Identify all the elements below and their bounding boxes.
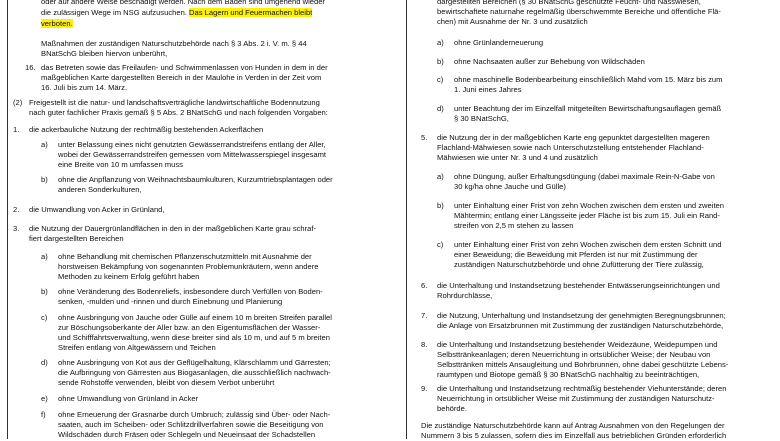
item-3b-line-2: senken, -mulden und -rinnen und durch Einebnung und Planierung: [58, 297, 283, 306]
item-3c-line-4: Streifen entlang von Altgewässern und Teichen: [58, 343, 216, 352]
item-3c-label: c): [41, 313, 48, 322]
item-5-line-1: die Nutzung der in der maßgeblichen Karte eng gepunktet dargestellten mageren: [437, 133, 710, 142]
item-1-text: die ackerbauliche Nutzung der rechtmäßig bestehenden Ackerflächen: [29, 125, 264, 134]
item-5c-line-3: zuständigen Naturschutzbehörde und ohne Zufütterung der Tiere zulässig,: [454, 260, 704, 269]
final-line-1: Die zuständige Naturschutzbehörde kann auf Antrag Ausnahmen von den Regelungen der: [421, 421, 725, 430]
item-9-line-2: Neuerrichtung in ortsüblicher Weise mit Zustimmung der zuständigen Naturschutz-: [437, 394, 715, 403]
top-line-1: dargestellten Bereichen (§ 30 BNatSchG geschützte Feucht- und Nasswiesen,: [437, 0, 701, 6]
item-3e-label: e): [41, 394, 48, 403]
item-6-number: 6.: [421, 281, 428, 290]
massnahmen-line-2: BNatSchG bleiben hiervon unberührt,: [41, 49, 168, 58]
item-5c-line-1: unter Einhaltung einer Frist von zehn Wochen zwischen dem ersten Schnitt und: [454, 240, 722, 249]
item-3a-label: a): [41, 252, 48, 261]
item-4d-label: d): [437, 104, 444, 113]
highlighted-text: Das Lagern und Feuermachen bleibt: [189, 8, 313, 17]
intro-line-1: oder auf andere Weise beschädigt werden. Nach dem Baden sind umgehend wieder: [41, 0, 325, 6]
item-4d-line-2: § 30 BNatSchG,: [454, 114, 509, 123]
paragraph-2-line-1: Freigestellt ist die natur- und landschaftsverträgliche landwirtschaftliche Bodennutzung: [29, 98, 320, 107]
item-5c-label: c): [437, 240, 444, 249]
item-7-line-1: die Nutzung, Unterhaltung und Instandsetzung der genehmigten Beregnungsbrunnen;: [437, 311, 726, 320]
item-5b-line-3: streifen von 2,5 m stehen zu lassen: [454, 221, 574, 230]
item-4c-line-2: 1. Juni eines Jahres: [454, 85, 522, 94]
item-3d-line-3: sende Rohstoffe verwenden, bleibt von diesem Verbot unberührt: [58, 378, 275, 387]
item-3f-line-1: ohne Erneuerung der Grasnarbe durch Umbruch; zulässig sind Über- oder Nach-: [58, 410, 331, 419]
item-3b-label: b): [41, 287, 48, 296]
item-4d-line-1: unter Beachtung der im Einzelfall mitgeteilten Bewirtschaftungsauflagen gemäß: [454, 104, 722, 113]
item-3d-label: d): [41, 358, 48, 367]
item-3f-label: f): [41, 410, 46, 419]
item-9-number: 9.: [421, 384, 428, 393]
item-6-line-2: Rohrdurchlässe,: [437, 291, 493, 300]
item-3e-text: ohne Umwandlung von Grünland in Acker: [58, 394, 199, 403]
item-1b-line-2: anderen Sonderkulturen,: [58, 185, 142, 194]
item-4b-label: b): [437, 57, 444, 66]
item-3a-line-2: horstweisen Bekämpfung von sogenannten Problemunkräutern, wenn andere: [58, 262, 319, 271]
item-8-line-4: raumtypen und Biotope gemäß § 30 BNatSchG nachhaltig zu beeinträchtigen,: [437, 370, 700, 379]
item-1a-line-3: eine Breite von 10 m umfassen muss: [58, 160, 183, 169]
item-9-line-1: die Unterhaltung und Instandsetzung rechtmäßig bestehender Viehunterstände; deren: [437, 384, 727, 393]
item-5c-line-2: einer Beweidung; die Beweidung mit Pferden ist nur mit Zustimmung der: [454, 250, 698, 259]
item-8-line-1: die Unterhaltung und Instandsetzung bestehender Weidezäune, Weidepumpen und: [437, 340, 718, 349]
item-1-number: 1.: [13, 125, 20, 134]
item-5b-line-1: unter Einhaltung einer Frist von zehn Wochen zwischen dem ersten und zweiten: [454, 201, 725, 210]
item-9-line-3: behörde.: [437, 404, 467, 413]
final-line-2: Nummern 3 bis 5 zulassen, sofern dies im Einzelfall aus betrieblichen Gründen erforderlich: [421, 431, 727, 440]
item-1a-label: a): [41, 140, 48, 149]
item-3f-line-2: saaten, auch im Scheiben- oder Schlitzdrillverfahren sowie die Beseitigung von: [58, 420, 324, 429]
item-7-number: 7.: [421, 311, 428, 320]
item-16-line-1: das Betreten sowie das Freilaufen- und Schwimmenlassen von Hunden in dem in der: [41, 63, 328, 72]
paragraph-2-line-2: nach guter fachlicher Praxis gemäß § 5 Abs. 2 BNatSchG und nach folgenden Vorgaben:: [29, 108, 328, 117]
top-line-2: bewirtschaftete naturnahe regelmäßig überschwemmte Bereiche und öffentliche Flä-: [437, 7, 721, 16]
item-16-number: 16.: [25, 63, 36, 72]
intro-line-2: die zulässigen Wege im NSG aufzusuchen. Das Lagern und Feuermachen bleibt: [41, 8, 313, 17]
item-5a-line-1: ohne Düngung, außer Erhaltungsdüngung (dabei maximale Rein-N-Gabe von: [454, 172, 715, 181]
highlighted-text: verboten.: [41, 19, 73, 28]
item-3-number: 3.: [13, 224, 20, 233]
item-5b-line-2: Mähtermin; entlang einer Längsseite jeder Fläche ist bis zum 15. Juli ein Rand-: [454, 211, 720, 220]
item-5-line-3: Mähwiesen wie unter Nr. 3 und 4 und zusätzlich: [437, 153, 598, 162]
item-3c-line-3: und Schifffahrtsverwaltung, wenn diese breiter sind als 10 m, und auf 5 m breiten: [58, 333, 330, 342]
item-3f-line-3: Wildschäden durch Fräsen oder Schlegeln und Neueinsaat der Schadstellen: [58, 430, 316, 439]
item-2-text: die Umwandlung von Acker in Grünland,: [29, 205, 165, 214]
item-4b-text: ohne Nachsaaten außer zur Behebung von Wildschäden: [454, 57, 645, 66]
item-5-number: 5.: [421, 133, 428, 142]
item-16-line-2: maßgeblichen Karte dargestellten Bereich in der Maulohe in Verden in der Zeit vom: [41, 73, 322, 82]
item-1b-line-1: ohne die Anpflanzung von Weihnachtsbaumkulturen, Kurzumtriebsplantagen oder: [58, 175, 333, 184]
item-3d-line-2: die Aufbringung von Gärresten aus Biogasanlagen, die ausschließlich nachwach-: [58, 368, 331, 377]
item-5a-label: a): [437, 172, 444, 181]
item-8-line-3: Selbsttränken mittels Ansaugleitung und Bohrbrunnen, ohne dabei geschützte Lebens-: [437, 360, 729, 369]
item-7-line-2: die Anlage von Ersatzbrunnen mit Zustimmung der zuständigen Naturschutzbehörde,: [437, 321, 724, 330]
item-8-number: 8.: [421, 340, 428, 349]
item-4a-label: a): [437, 38, 444, 47]
massnahmen-line-1: Maßnahmen der zuständigen Naturschutzbehörde nach § 3 Abs. 2 i. V. m. § 44: [41, 39, 307, 48]
item-3c-line-2: zur Böschungsoberkante der Aller bzw. an den Eigentumsflächen der Wasser-: [58, 323, 321, 332]
item-3d-line-1: ohne Ausbringung von Kot aus der Geflügelhaltung, Klärschlamm und Gärresten;: [58, 358, 331, 367]
item-1b-label: b): [41, 175, 48, 184]
item-3c-line-1: ohne Ausbringung von Jauche oder Gülle auf einem 10 m breiten Streifen parallel: [58, 313, 332, 322]
item-4a-text: ohne Grünlanderneuerung: [454, 38, 544, 47]
item-1a-line-1: unter Belassung eines nicht genutzten Gewässerrandstreifens entlang der Aller,: [58, 140, 326, 149]
item-2-number: 2.: [13, 205, 20, 214]
item-6-line-1: die Unterhaltung und Instandsetzung bestehender Entwässerungseinrichtungen und: [437, 281, 720, 290]
item-3a-line-3: Methoden zu keinem Erfolg geführt haben: [58, 272, 200, 281]
item-3b-line-1: ohne Veränderung des Bodenreliefs, insbesondere durch Verfüllen von Boden-: [58, 287, 323, 296]
item-4c-label: c): [437, 75, 444, 84]
item-3-line-1: die Nutzung der Dauergrünlandflächen in den in der maßgeblichen Karte grau schraf-: [29, 224, 317, 233]
item-5-line-2: Flachland-Mähwiesen sowie nach Unterschutzstellung entstehender Flachland-: [437, 143, 704, 152]
paragraph-2-number: (2): [13, 98, 23, 107]
item-3a-line-1: ohne Behandlung mit chemischen Pflanzenschutzmitteln mit Ausnahme der: [58, 252, 312, 261]
item-5a-line-2: 30 kg/ha ohne Jauche und Gülle): [454, 182, 566, 191]
item-16-line-3: 16. Juli bis zum 14. März.: [41, 83, 128, 92]
item-8-line-2: Selbsttränkeanlagen; deren Neuerrichtung in ortsüblicher Weise; der Neubau von: [437, 350, 711, 359]
top-line-3: chen) mit Ausnahme der Nr. 3 und zusätzlich: [437, 17, 588, 26]
item-4c-line-1: ohne maschinelle Bodenbearbeitung einschließlich Mahd vom 15. März bis zum: [454, 75, 723, 84]
item-5b-label: b): [437, 201, 444, 210]
item-1a-line-2: wobei der Gewässerrandstreifen gemessen vom Mittelwasserspiegel insgesamt: [58, 150, 327, 159]
item-3-line-2: fiert dargestellten Bereichen: [29, 234, 124, 243]
